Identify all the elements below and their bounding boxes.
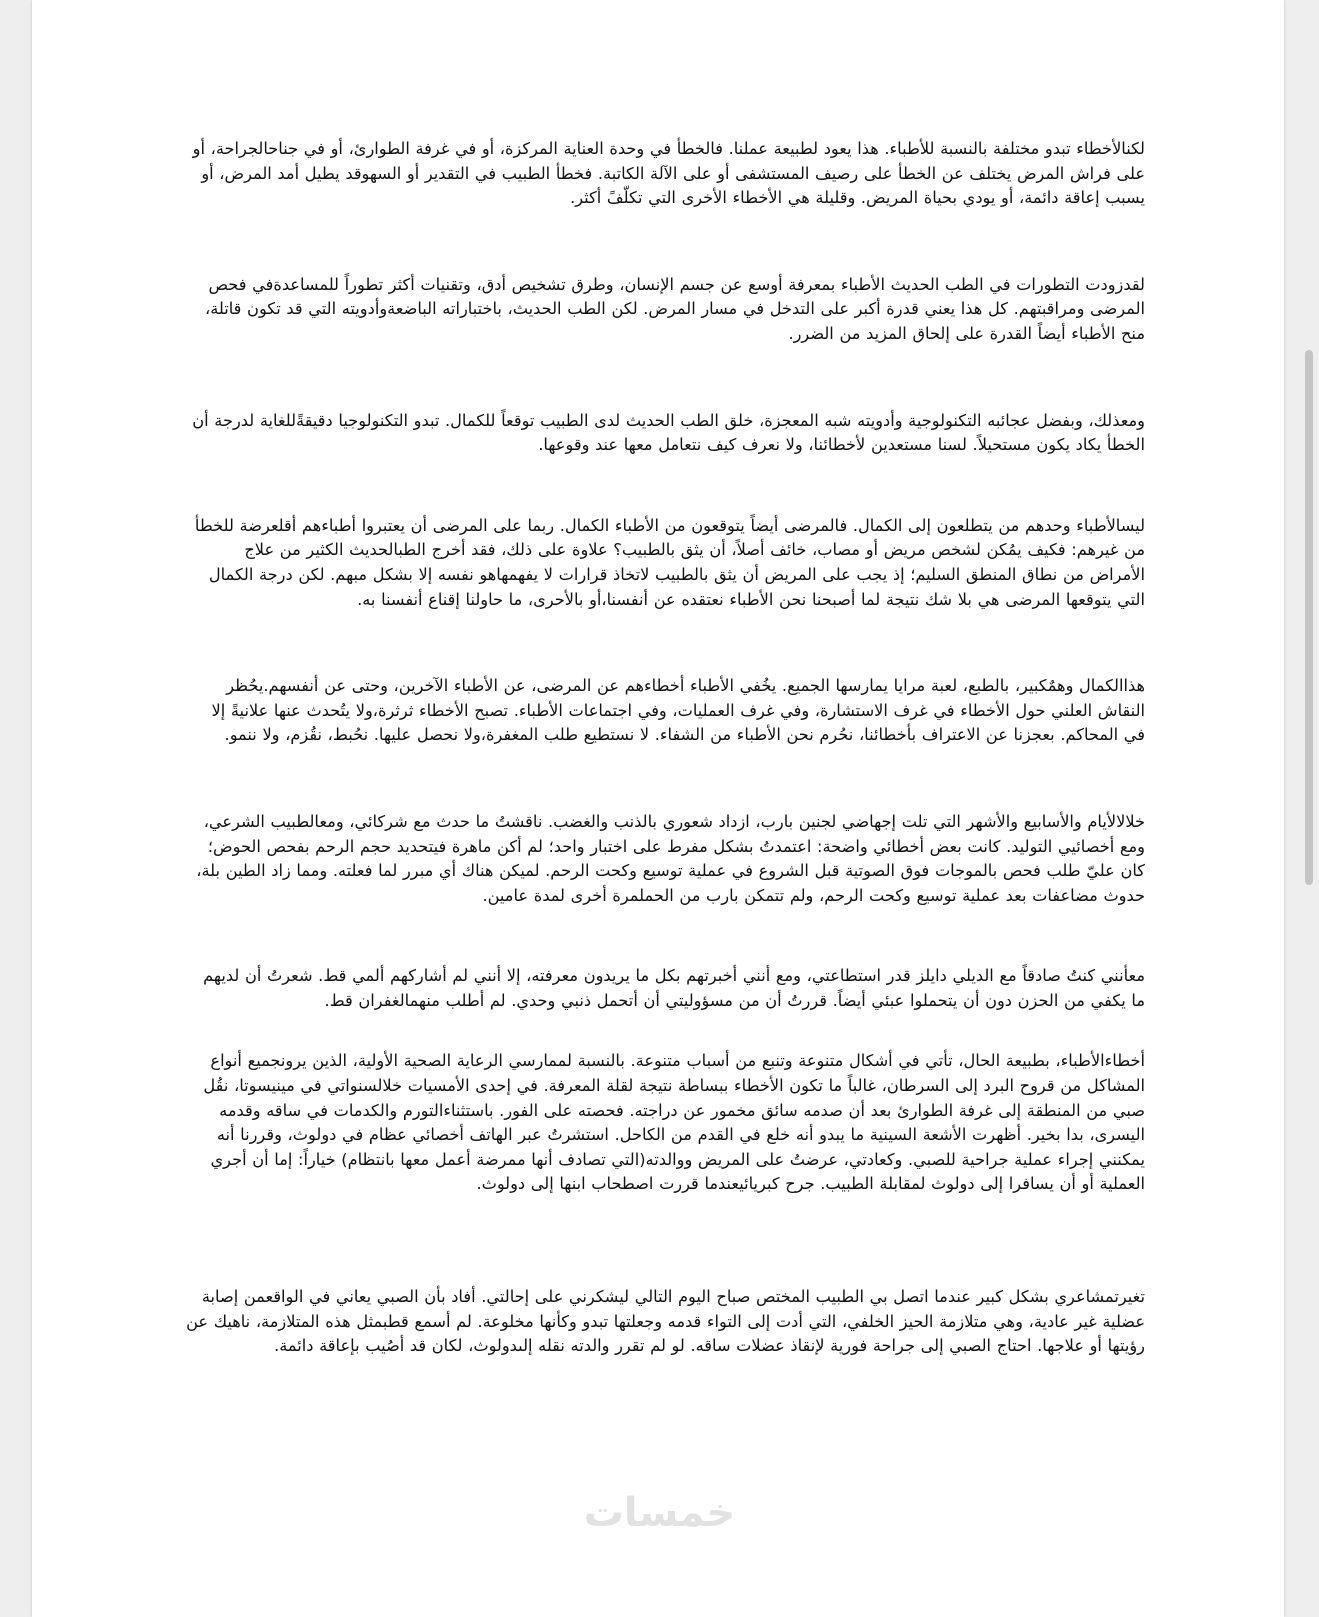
paragraph-1: لكنالأخطاء تبدو مختلفة بالنسبة للأطباء. هذا يعود لطبيعة عملنا. فالخطأ في وحدة العناية المركزة، أو في غرفة الطوارئ، أو في جناحالجراحة، أو على فراش المرض يختلف عن الخطأ على رصيف المستشفى أو على الآلة الكاتبة. فخطأ الطبيب في التقدير أو السهوقد يطيل أمد المرض، أو يسبب إعاقة دائمة، أو يودي بحياة المريض. وقليلة هي الأخطاء الأخرى التي تكلّفً أكثر. [192,139,1145,208]
scrollbar-thumb[interactable] [1305,350,1313,885]
document-body [185,137,1145,1359]
paragraph-9: تغيرتمشاعري بشكل كبير عندما اتصل بي الطبيب المختص صباح اليوم التالي ليشكرني على إحالتي. أفاد بأن الصبي يعاني في الواقعمن إصابة عضلية غير عادية، وهي متلازمة الحيز الخلفي، التي أدت إلى التواء قدمه وجعلتها تبدو وكأنها مخلوعة. لم أسمع قطبمثل هذه المتلازمة، ناهيك عن رؤيتها أو علاجها. احتاج الصبي إلى جراحة فورية لإنقاذ عضلات ساقه. لو لم تقرر والدته نقله إلىدولوث، لكان قد أصُيب بإعاقة دائمة. [186,1287,1145,1356]
paragraph-5: هذاالكمال وهمٌكبير، بالطبع، لعبة مرايا يمارسها الجميع. يخُفي الأطباء أخطاءهم عن المرضى، عن الأطباء الآخرين، وحتى عن أنفسهم.يحُظر النقاش العلني حول الأخطاء في غرف الاستشارة، وفي غرف العمليات، وفي اجتماعات الأطباء. تصبح الأخطاء ثرثرة،ولا يتُحدث عنها علانيةً إلا في المحاكم. بعجزنا عن الاعتراف بأخطائنا، نحُرم نحن الأطباء من الشفاء. لا نستطيع طلب المغفرة،ولا نحصل عليها. نحُبط، نقُزم، ولا ننمو. [211,676,1145,745]
paragraph-3: ومعذلك، وبفضل عجائبه التكنولوجية وأدويته شبه المعجزة، خلق الطب الحديث لدى الطبيب توقعاً للكمال. تبدو التكنولوجيا دقيقةًللغاية لدرجة أن الخطأ يكاد يكون مستحيلاً. لسنا مستعدين لأخطائنا، ولا نعرف كيف نتعامل معها عند وقوعها. [192,410,1145,455]
paragraph-4: ليسالأطباء وحدهم من يتطلعون إلى الكمال. فالمرضى أيضاً يتوقعون من الأطباء الكمال. ربما على المرضى أن يعتبروا أطباءهم أقلعرضة للخطأ من غيرهم: فكيف يمُكن لشخص مريض أو مصاب، خائف أصلاً، أن يثق بالطبيب؟ علاوة على ذلك، فقد أخرج الطبالحديث الكثير من علاج الأمراض من نطاق المنطق السليم؛ إذ يجب على المريض أن يثق بالطبيب لاتخاذ قرارات لا يفهمهاهو نفسه إلا بشكل مبهم. لكن درجة الكمال التي يتوقعها المرضى هي بلا شك نتيجة لما أصبحنا نحن الأطباء نعتقده عن أنفسنا،أو بالأحرى، ما حاولنا إقناع أنفسنا به. [194,515,1145,609]
paragraph-8: أخطاءالأطباء، بطبيعة الحال، تأتي في أشكال متنوعة وتنبع من أسباب متنوعة. بالنسبة لممارسي الرعاية الصحية الأولية، الذين يرونجميع أنواع المشاكل من قروح البرد إلى السرطان، غالباً ما تكون الأخطاء ببساطة نتيجة لقلة المعرفة. في إحدى الأمسيات خلالسنواتي في مينيسوتا، نقُل صبي من المنطقة إلى غرفة الطوارئ بعد أن صدمه سائق مخمور عن دراجته. فحصته على الفور. باستثناءالتورم والكدمات في ساقه وقدمه اليسرى، بدا بخير. أظهرت الأشعة السينية ما يبدو أنه خلع في القدم من الكاحل. استشرتُ عبر الهاتف أخصائي عظام في دولوث، وقررنا أنه يمكنني إجراء عملية جراحية للصبي. وكعادتي، عرضتُ على المريض ووالدته(التي تصادف أنها ممرضة أعمل معها بانتظام) خياراً: إما أن أجري العملية أو أن يسافرا إلى دولوث لمقابلة الطبيب. جرح كبريائيعندما قررت اصطحاب ابنها إلى دولوث. [203,1051,1145,1194]
paragraph-6: خلالالأيام والأسابيع والأشهر التي تلت إجهاضي لجنين بارب، ازداد شعوري بالذنب والغضب. ناقشتُ ما حدث مع شركائي، ومعالطبيب الشرعي، ومع أخصائيي التوليد. كانت بعض أخطائي واضحة: اعتمدتُ بشكل مفرط على اختبار واحد؛ لم أكن ماهرة فيتحديد حجم الرحم بفحص الحوض؛ كان عليّ طلب فحص بالموجات فوق الصوتية قبل الشروع في عملية توسيع وكحت الرحم. لميكن هناك أي مبرر لما فعلته. ومما زاد الطين بلة، حدوث مضاعفات بعد عملية توسيع وكحت الرحم، ولم تتمكن بارب من الحملمرة أخرى لمدة عامين. [196,811,1145,905]
paragraph-2: لقدزودت التطورات في الطب الحديث الأطباء بمعرفة أوسع عن جسم الإنسان، وطرق تشخيص أدق، وتقنيات أكثر تطوراً للمساعدةفي فحص المرضى ومراقبتهم. كل هذا يعني قدرة أكبر على التدخل في مسار المرض. لكن الطب الحديث، باختباراته الباضعةوأدويته التي قد تكون قاتلة، منح الأطباء أيضاً القدرة على إلحاق المزيد من الضرر. [204,274,1145,343]
paragraph-7: معأنني كنتُ صادقاً مع الديلي دايلز قدر استطاعتي، ومع أنني أخبرتهم بكل ما يريدون معرفته، إلا أنني لم أشاركهم ألمي قط. شعرتُ أن لديهم ما يكفي من الحزن دون أن يتحملوا عبئي أيضاً. قررتُ أن من مسؤوليتي أن أتحمل ذنبي وحدي. لم أطلب منهمالغفران قط. [203,966,1145,1010]
watermark-logo: خمسات [583,1490,736,1536]
